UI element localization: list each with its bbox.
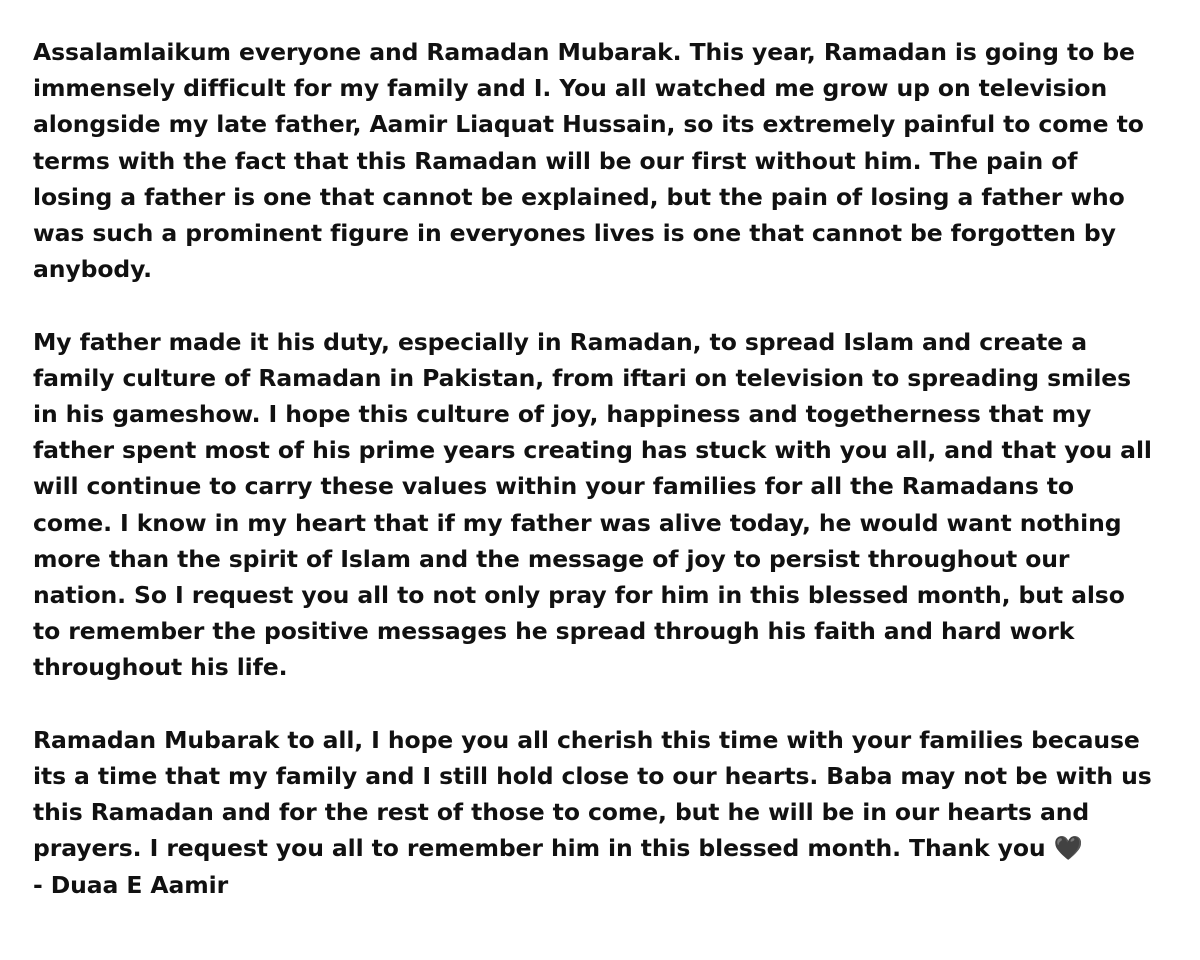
paragraph-greeting <box>33 34 1173 287</box>
text-line: alongside my late father, Aamir Liaquat Hussain, so its extremely painful to come to <box>33 110 1144 139</box>
text-line: this Ramadan and for the rest of those to come, but he will be in our hearts and <box>33 798 1090 827</box>
signature-line: - Duaa E Aamir <box>33 870 229 899</box>
text-line: nation. So I request you all to not only pray for him in this blessed month, but also <box>33 581 1125 610</box>
text-line: throughout his life. <box>33 653 288 682</box>
text-line: father spent most of his prime years creating has stuck with you all, and that you all <box>33 436 1152 465</box>
text-line: losing a father is one that cannot be explained, but the pain of losing a father who <box>33 182 1125 211</box>
paragraph-legacy <box>33 324 1173 686</box>
text-line: will continue to carry these values within your families for all the Ramadans to <box>33 472 1074 501</box>
text-line: was such a prominent figure in everyones lives is one that cannot be forgotten by <box>33 219 1116 248</box>
text-line: come. I know in my heart that if my father was alive today, he would want nothing <box>33 508 1122 537</box>
text-line: family culture of Ramadan in Pakistan, from iftari on television to spreading smiles <box>33 363 1132 392</box>
text-line: Ramadan Mubarak to all, I hope you all cherish this time with your families because <box>33 725 1140 754</box>
text-line: anybody. <box>33 255 152 284</box>
paragraph-closing <box>33 722 1173 903</box>
text-line: My father made it his duty, especially in Ramadan, to spread Islam and create a <box>33 327 1087 356</box>
text-line: terms with the fact that this Ramadan will be our first without him. The pain of <box>33 146 1078 175</box>
text-line: its a time that my family and I still hold close to our hearts. Baba may not be with us <box>33 762 1152 791</box>
paragraph-spacer <box>33 287 1173 323</box>
text-line: immensely difficult for my family and I. You all watched me grow up on television <box>33 74 1108 103</box>
statement-document <box>33 34 1173 903</box>
text-line: prayers. I request you all to remember him in this blessed month. Thank you 🖤 <box>33 834 1083 863</box>
paragraph-spacer <box>33 686 1173 722</box>
text-line: more than the spirit of Islam and the message of joy to persist throughout our <box>33 544 1070 573</box>
text-line: Assalamlaikum everyone and Ramadan Mubarak. This year, Ramadan is going to be <box>33 38 1135 66</box>
text-line: to remember the positive messages he spread through his faith and hard work <box>33 617 1075 646</box>
text-line: in his gameshow. I hope this culture of joy, happiness and togetherness that my <box>33 400 1092 429</box>
